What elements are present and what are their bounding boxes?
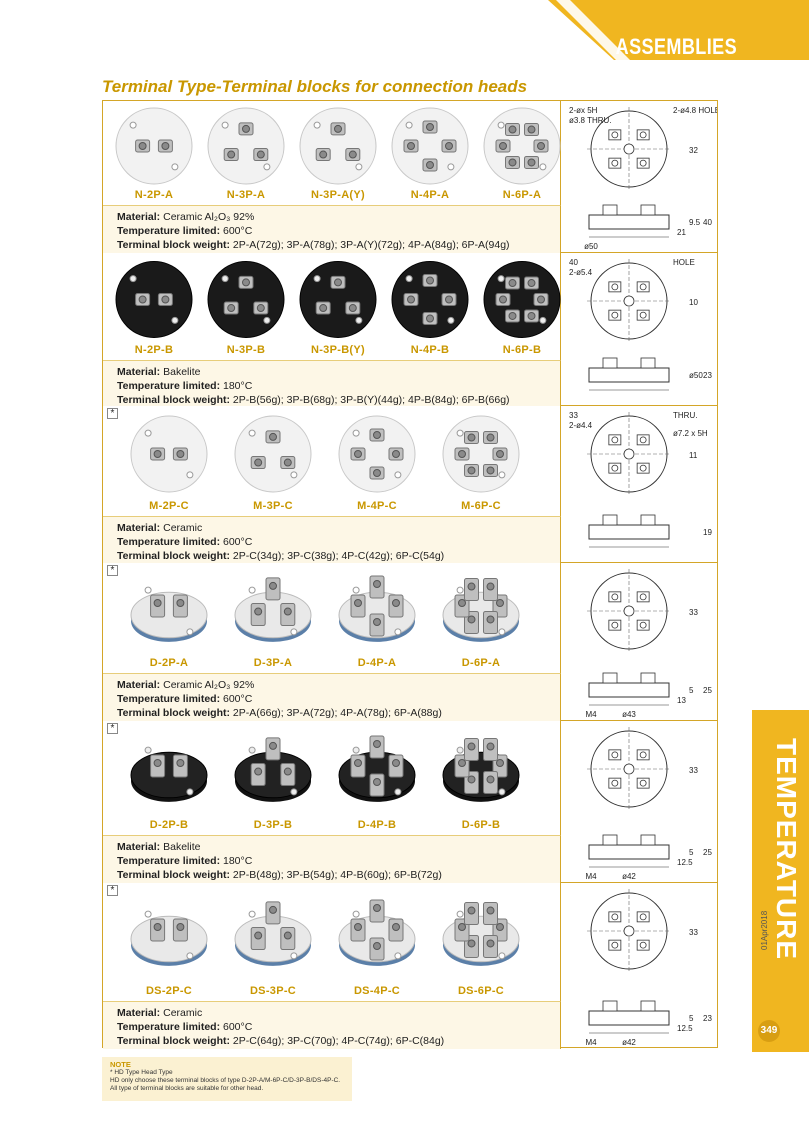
note-title: NOTE — [110, 1060, 131, 1069]
terminal-block-photo — [325, 410, 429, 498]
terminal-block-item — [429, 410, 533, 516]
hd-type-marker: * — [107, 408, 118, 419]
terminal-block-label: D-4P-A — [357, 657, 397, 669]
terminal-block-item — [429, 567, 533, 673]
dimension-label: 23 — [703, 371, 712, 380]
terminal-block-label: D-6P-A — [461, 657, 501, 669]
terminal-row — [103, 563, 717, 721]
terminal-block-item — [221, 887, 325, 1001]
terminal-block-photo — [325, 725, 429, 817]
dimension-label: 12.5 — [677, 1024, 693, 1033]
photo-strip — [103, 101, 561, 205]
photo-strip — [103, 721, 561, 835]
terminal-block-label: N-3P-A(Y) — [310, 189, 366, 201]
terminal-block-label: DS-6P-C — [457, 985, 505, 997]
terminal-block-label: D-3P-B — [253, 819, 293, 831]
terminal-block-item — [108, 105, 200, 205]
terminal-block-photo — [292, 105, 384, 187]
photo-strip — [103, 883, 561, 1001]
terminal-block-item — [429, 725, 533, 835]
spec-weight-label: Terminal block weight: — [117, 239, 230, 251]
spec-weight-label: Terminal block weight: — [117, 550, 230, 562]
terminal-block-label: N-3P-B — [226, 344, 266, 356]
dimension-label: 25 — [703, 848, 712, 857]
dimension-label: M4 — [585, 1038, 597, 1047]
spec-material-value: Ceramic Al₂O₃ 92% — [163, 679, 255, 691]
spec-temperature-value: 600°C — [223, 693, 253, 705]
spec-material — [117, 1006, 560, 1020]
note-box — [102, 1057, 352, 1101]
terminal-block-photo — [429, 567, 533, 655]
dimension-label: ø43 — [622, 710, 636, 719]
spec-material — [117, 678, 560, 692]
spec-material-value: Ceramic Al₂O₃ 92% — [163, 211, 255, 223]
hd-type-marker: * — [107, 723, 118, 734]
terminal-block-photo — [325, 567, 429, 655]
dimension-label: 2-øx 5H — [569, 106, 598, 115]
dimension-label: 23 — [703, 1014, 712, 1023]
dimension-label: 2-ø5.4 — [569, 268, 593, 277]
terminal-block-item — [325, 410, 429, 516]
spec-material-label: Material: — [117, 366, 161, 378]
spec-weight-label: Terminal block weight: — [117, 394, 230, 406]
dimension-label: 2-ø4.8 HOLE — [673, 106, 717, 115]
terminal-block-label: M-6P-C — [461, 500, 501, 512]
dimension-drawing — [561, 721, 717, 883]
terminal-block-photo — [108, 105, 200, 187]
dimension-label: 40 — [703, 218, 712, 227]
dimension-label: 13 — [677, 696, 686, 705]
dimension-label: HOLE — [673, 258, 695, 267]
spec-temperature — [117, 379, 560, 393]
terminal-block-item — [108, 257, 200, 360]
terminal-block-label: D-2P-B — [149, 819, 189, 831]
terminal-block-label: N-3P-A — [226, 189, 266, 201]
spec-temperature-label: Temperature limited: — [117, 1021, 221, 1033]
category-sidebar — [752, 710, 809, 1052]
dimension-drawing — [561, 101, 717, 253]
terminal-block-photo — [117, 725, 221, 817]
dimension-drawing — [561, 253, 717, 406]
terminal-block-item — [325, 725, 429, 835]
note-line-2: HD only choose these terminal blocks of type D-2P-A/M-6P-C/D-3P-B/DS-4P-C. — [110, 1077, 341, 1084]
terminal-block-item — [117, 410, 221, 516]
dimension-label: 32 — [689, 146, 698, 155]
hd-type-marker: * — [107, 565, 118, 576]
spec-material — [117, 840, 560, 854]
dimension-label: ø3.8 THRU. — [569, 116, 612, 125]
spec-material-value: Ceramic — [163, 1007, 203, 1019]
terminal-block-label: N-3P-B(Y) — [310, 344, 366, 356]
terminal-row — [103, 101, 717, 253]
spec-temperature-value: 180°C — [223, 380, 253, 392]
spec-material-label: Material: — [117, 211, 161, 223]
terminal-block-item — [429, 887, 533, 1001]
spec-temperature — [117, 854, 560, 868]
page-number: 349 — [758, 1020, 780, 1042]
spec-weight-value: 2P-A(66g); 3P-A(72g); 4P-A(78g); 6P-A(88g) — [232, 707, 442, 719]
dimension-drawing — [561, 563, 717, 721]
spec-temperature-label: Temperature limited: — [117, 855, 221, 867]
dimension-label: 9.5 — [689, 218, 701, 227]
terminal-block-item — [221, 725, 325, 835]
spec-weight-value: 2P-C(34g); 3P-C(38g); 4P-C(42g); 6P-C(54g) — [232, 550, 445, 562]
spec-temperature-value: 180°C — [223, 855, 253, 867]
terminal-block-photo — [429, 725, 533, 817]
terminal-block-item — [117, 725, 221, 835]
spec-weight-label: Terminal block weight: — [117, 707, 230, 719]
terminal-block-photo — [117, 567, 221, 655]
dimension-label: 40 — [569, 258, 578, 267]
terminal-block-item — [221, 410, 325, 516]
terminal-block-label: DS-3P-C — [249, 985, 297, 997]
spec-weight-value: 2P-B(48g); 3P-B(54g); 4P-B(60g); 6P-B(72g) — [232, 869, 442, 881]
spec-weight-value: 2P-A(72g); 3P-A(78g); 3P-A(Y)(72g); 4P-A(84g); 6P-A(94g) — [232, 239, 510, 251]
photo-strip — [103, 406, 561, 516]
terminal-block-label: D-2P-A — [149, 657, 189, 669]
terminal-row — [103, 721, 717, 883]
spec-weight-value: 2P-B(56g); 3P-B(68g); 3P-B(Y)(44g); 4P-B(84g); 6P-B(66g) — [232, 394, 510, 406]
terminal-block-photo — [384, 257, 476, 342]
dimension-drawing-svg — [561, 563, 717, 721]
spec-weight-label: Terminal block weight: — [117, 869, 230, 881]
sidebar-label: TEMPERATURE — [771, 738, 802, 961]
spec-temperature-label: Temperature limited: — [117, 225, 221, 237]
dimension-drawing-svg — [561, 101, 717, 253]
terminal-block-item — [117, 567, 221, 673]
terminal-block-photo — [108, 257, 200, 342]
spec-weight — [117, 868, 560, 882]
photo-strip — [103, 563, 561, 673]
section-title: Terminal Type-Terminal blocks for connection heads — [102, 77, 528, 96]
spec-weight — [117, 706, 560, 720]
terminal-block-item — [476, 257, 568, 360]
terminal-block-label: D-6P-B — [461, 819, 501, 831]
spec-panel — [103, 205, 561, 253]
spec-weight-label: Terminal block weight: — [117, 1035, 230, 1047]
dimension-label: 19 — [703, 528, 712, 537]
spec-material — [117, 521, 560, 535]
dimension-label: 33 — [689, 766, 698, 775]
dimension-label: ø42 — [622, 1038, 636, 1047]
terminal-block-label: M-2P-C — [149, 500, 189, 512]
spec-weight — [117, 238, 560, 252]
spec-temperature-label: Temperature limited: — [117, 536, 221, 548]
terminal-block-photo — [117, 887, 221, 983]
spec-panel — [103, 1001, 561, 1049]
terminal-block-photo — [384, 105, 476, 187]
spec-material-value: Bakelite — [163, 366, 201, 378]
terminal-block-label: N-6P-A — [502, 189, 542, 201]
terminal-block-label: N-6P-B — [502, 344, 542, 356]
terminal-block-item — [325, 887, 429, 1001]
terminal-block-photo — [117, 410, 221, 498]
dimension-label: M4 — [585, 710, 597, 719]
terminal-row — [103, 883, 717, 1049]
terminal-block-photo — [200, 105, 292, 187]
terminal-row — [103, 406, 717, 563]
terminal-block-item — [384, 257, 476, 360]
dimension-drawing-svg — [561, 406, 717, 563]
dimension-drawing-svg — [561, 883, 717, 1049]
spec-panel — [103, 673, 561, 721]
spec-temperature — [117, 224, 560, 238]
dimension-label: 33 — [689, 928, 698, 937]
terminal-table — [102, 100, 718, 1048]
dimension-drawing — [561, 883, 717, 1049]
dimension-label: ø7.2 x 5H — [673, 429, 708, 438]
terminal-block-photo — [476, 105, 568, 187]
dimension-label: 25 — [703, 686, 712, 695]
spec-panel — [103, 360, 561, 406]
terminal-block-label: D-4P-B — [357, 819, 397, 831]
spec-weight — [117, 393, 560, 407]
terminal-row — [103, 253, 717, 406]
header-title: ASSEMBLIES — [615, 34, 737, 59]
terminal-block-item — [200, 257, 292, 360]
spec-material-value: Ceramic — [163, 522, 203, 534]
spec-temperature-value: 600°C — [223, 225, 253, 237]
terminal-block-photo — [221, 887, 325, 983]
terminal-block-photo — [429, 887, 533, 983]
note-line-3: All type of terminal blocks are suitable for other head. — [110, 1085, 264, 1092]
dimension-label: ø50 — [584, 242, 598, 251]
spec-panel — [103, 835, 561, 883]
dimension-label: 5 — [689, 848, 694, 857]
spec-weight — [117, 549, 560, 563]
terminal-block-item — [384, 105, 476, 205]
dimension-label: 21 — [677, 228, 686, 237]
terminal-block-item — [292, 105, 384, 205]
terminal-block-photo — [221, 725, 325, 817]
dimension-label: 33 — [689, 608, 698, 617]
dimension-label: THRU. — [673, 411, 698, 420]
terminal-block-item — [221, 567, 325, 673]
terminal-block-label: N-4P-B — [410, 344, 450, 356]
spec-weight — [117, 1034, 560, 1048]
terminal-block-photo — [325, 887, 429, 983]
spec-temperature-value: 600°C — [223, 1021, 253, 1033]
dimension-label: M4 — [585, 872, 597, 881]
dimension-label: 12.5 — [677, 858, 693, 867]
terminal-block-label: N-2P-A — [134, 189, 174, 201]
terminal-block-item — [117, 887, 221, 1001]
dimension-drawing-svg — [561, 721, 717, 883]
terminal-block-label: M-3P-C — [253, 500, 293, 512]
terminal-block-photo — [221, 567, 325, 655]
hd-type-marker: * — [107, 885, 118, 896]
note-line-1: * HD Type Head Type — [110, 1069, 173, 1076]
terminal-block-photo — [221, 410, 325, 498]
spec-temperature-value: 600°C — [223, 536, 253, 548]
spec-temperature-label: Temperature limited: — [117, 380, 221, 392]
dimension-label: 11 — [689, 451, 698, 460]
spec-material-label: Material: — [117, 679, 161, 691]
dimension-label: 5 — [689, 686, 694, 695]
terminal-block-photo — [292, 257, 384, 342]
spec-weight-value: 2P-C(64g); 3P-C(70g); 4P-C(74g); 6P-C(84g) — [232, 1035, 445, 1047]
spec-temperature-label: Temperature limited: — [117, 693, 221, 705]
dimension-label: 5 — [689, 1014, 694, 1023]
terminal-block-photo — [429, 410, 533, 498]
terminal-block-label: DS-4P-C — [353, 985, 401, 997]
dimension-label: ø42 — [622, 872, 636, 881]
spec-material-value: Bakelite — [163, 841, 201, 853]
dimension-label: 10 — [689, 298, 698, 307]
spec-material-label: Material: — [117, 1007, 161, 1019]
spec-panel — [103, 516, 561, 563]
spec-material — [117, 210, 560, 224]
dimension-label: 2-ø4.4 — [569, 421, 593, 430]
terminal-block-photo — [476, 257, 568, 342]
dimension-label: 33 — [569, 411, 578, 420]
terminal-block-label: N-4P-A — [410, 189, 450, 201]
spec-temperature — [117, 692, 560, 706]
terminal-block-photo — [200, 257, 292, 342]
terminal-block-item — [292, 257, 384, 360]
photo-strip — [103, 253, 561, 360]
spec-material-label: Material: — [117, 522, 161, 534]
dimension-drawing-svg — [561, 253, 717, 406]
spec-temperature — [117, 1020, 560, 1034]
terminal-block-item — [325, 567, 429, 673]
dimension-label: ø50 — [689, 371, 703, 380]
spec-temperature — [117, 535, 560, 549]
terminal-block-item — [476, 105, 568, 205]
dimension-drawing — [561, 406, 717, 563]
terminal-block-label: N-2P-B — [134, 344, 174, 356]
terminal-block-label: D-3P-A — [253, 657, 293, 669]
edition-date: 01Apr2018 — [760, 910, 769, 950]
terminal-block-label: DS-2P-C — [145, 985, 193, 997]
terminal-block-item — [200, 105, 292, 205]
terminal-block-label: M-4P-C — [357, 500, 397, 512]
spec-material-label: Material: — [117, 841, 161, 853]
spec-material — [117, 365, 560, 379]
